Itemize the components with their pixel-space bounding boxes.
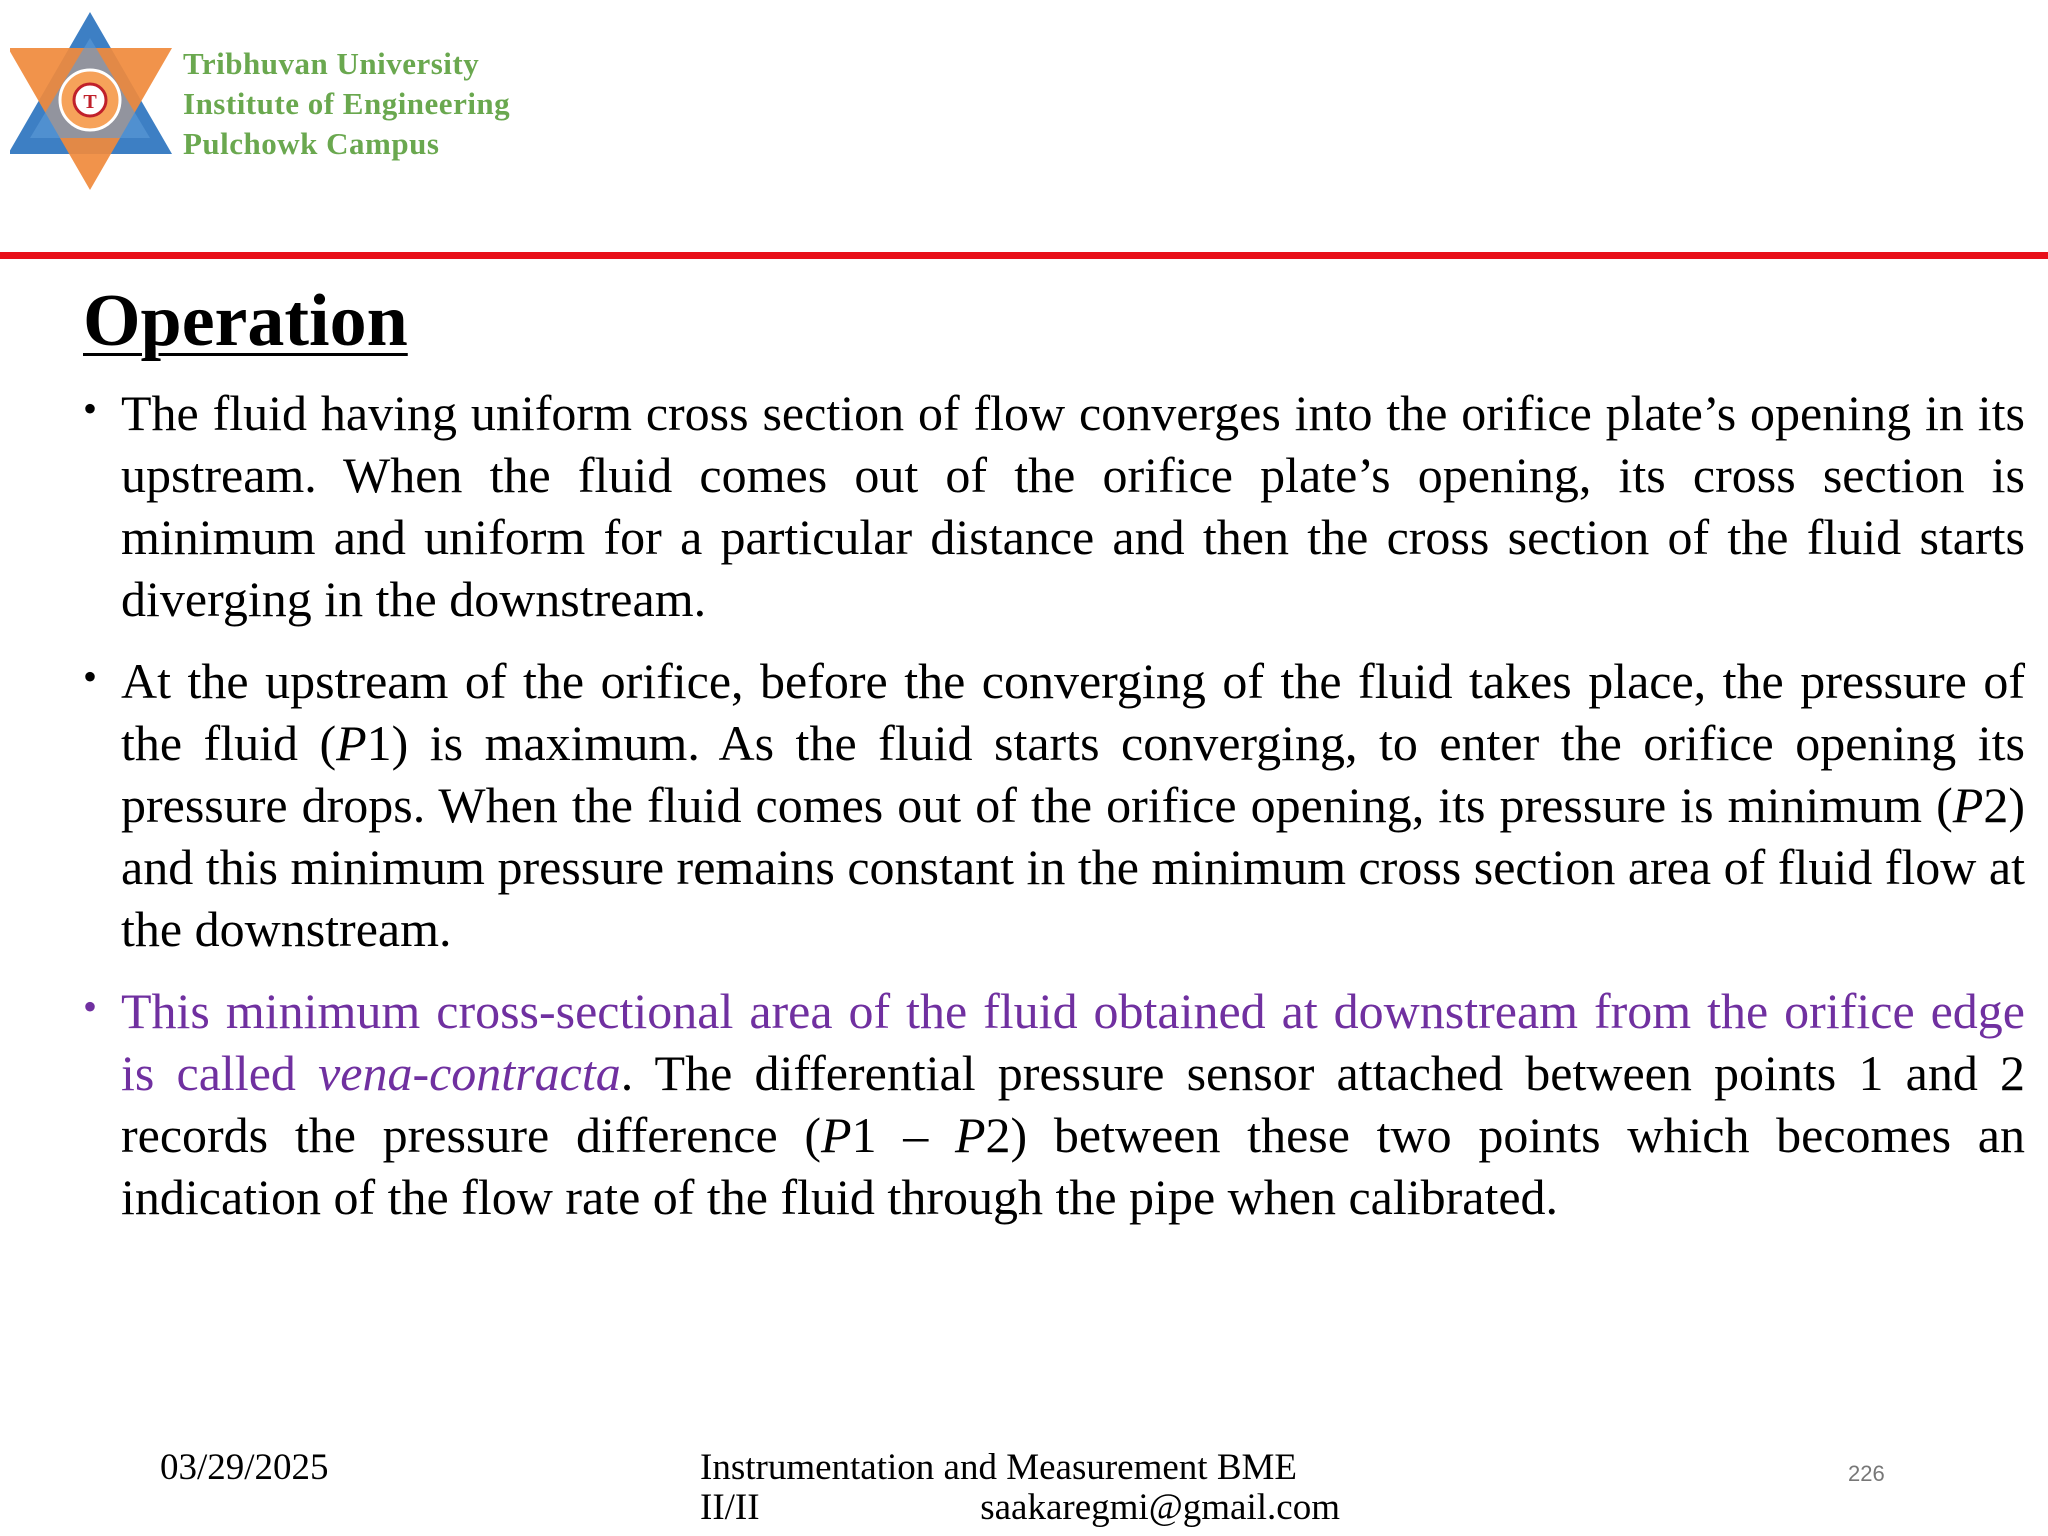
bullet-text-part: 1 –	[851, 1107, 955, 1163]
bullet-text-part: . The differential pressure sensor attached between points 1 and 2 records the pressure difference (	[121, 1045, 2025, 1163]
svg-text:T: T	[83, 91, 97, 113]
bullet-dot-icon: •	[83, 386, 98, 431]
highlighted-text: This minimum cross-sectional area of the fluid obtained at downstream from the orifice edge is called	[121, 983, 2025, 1101]
pressure-symbol: P	[1952, 777, 1984, 833]
logo-line-campus: Pulchowk Campus	[183, 126, 440, 161]
bullet-item-3	[83, 980, 2025, 1228]
footer-course-line2	[700, 1488, 1340, 1528]
footer-course	[700, 1448, 1340, 1528]
bullet-text-part: 2) and this minimum pressure remains constant in the minimum cross section area of fluid flow at the downstream.	[121, 777, 2025, 957]
bullet-item-1	[83, 382, 2025, 630]
slide-title: Operation	[83, 280, 408, 362]
logo-text	[183, 44, 510, 164]
tu-emblem-star-icon	[10, 8, 180, 193]
footer-page-number: 226	[1848, 1461, 1885, 1486]
bullet-dot-icon: •	[83, 984, 98, 1029]
pressure-symbol: P	[336, 715, 367, 771]
header-logo	[10, 8, 610, 198]
header-divider	[0, 252, 2048, 259]
vena-contracta-term: vena-contracta	[318, 1045, 621, 1101]
bullet-text-part: At the upstream of the orifice, before the converging of the fluid takes place, the pressure of the fluid (	[121, 653, 2025, 771]
bullet-text-part: 1) is maximum. As the fluid starts converging, to enter the orifice opening its pressure drops. When the fluid comes out of the orifice opening, its pressure is minimum (	[121, 715, 2025, 833]
footer-date: 03/29/2025	[160, 1447, 329, 1488]
bullet-dot-icon: •	[83, 654, 98, 699]
footer-semester: II/II	[700, 1487, 760, 1528]
bullet-text-part: 2) between these two points which becomes an indication of the flow rate of the fluid through the pipe when calibrated.	[121, 1107, 2025, 1225]
logo-line-university: Tribhuvan University	[183, 46, 480, 81]
pressure-symbol: P	[954, 1107, 986, 1163]
footer-course-line1: Instrumentation and Measurement BME	[700, 1447, 1298, 1488]
logo-line-institute: Institute of Engineering	[183, 86, 511, 121]
bullet-item-2	[83, 650, 2025, 960]
footer-email: saakaregmi@gmail.com	[980, 1487, 1340, 1528]
pressure-symbol: P	[821, 1107, 852, 1163]
bullet-list	[83, 382, 2025, 1248]
bullet-text: The fluid having uniform cross section of flow converges into the orifice plate’s opening in its upstream. When the fluid comes out of the orifice plate’s opening, its cross section is minimum and uniform for a particular distance and then the cross section of the fluid starts diverging in the downstream.	[121, 385, 2025, 627]
